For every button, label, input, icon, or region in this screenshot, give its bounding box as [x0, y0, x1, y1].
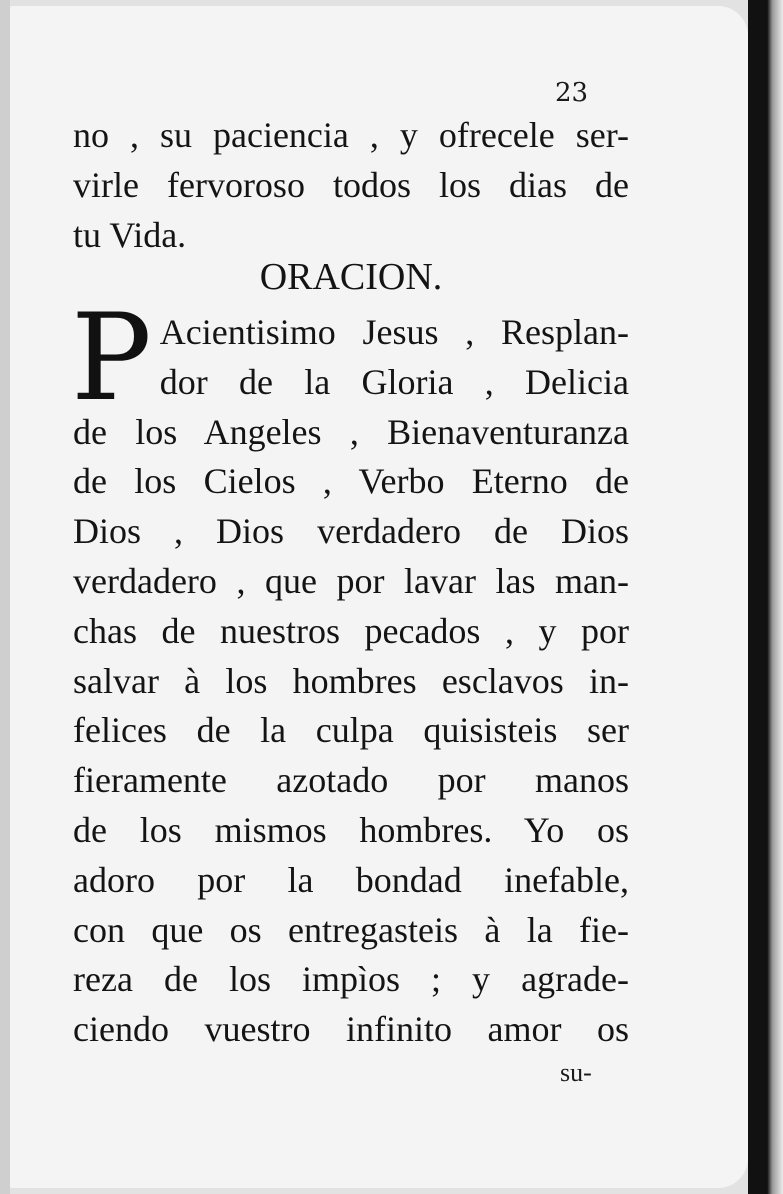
- section-heading: ORACION.: [259, 256, 443, 298]
- text-line: virle fervoroso todos los dias de: [73, 165, 629, 205]
- drop-capital: P: [71, 289, 152, 428]
- text-line: felices de la culpa quisisteis ser: [73, 710, 629, 751]
- text-line: adoro por la bondad inefable,: [73, 859, 629, 900]
- text-line: Dios , Dios verdadero de Dios: [73, 511, 629, 552]
- page-spine: [0, 0, 10, 1194]
- text-line: chas de nuestros pecados , y por: [73, 610, 629, 651]
- text-line: fieramente azotado por manos: [73, 760, 629, 801]
- text-line: de los mismos hombres. Yo os: [73, 809, 629, 850]
- text-line: de los Angeles , Bienaventuranza: [73, 411, 629, 452]
- text-line: de los Cielos , Verbo Eterno de: [73, 461, 629, 502]
- text-line: verdadero , que por lavar las man-: [73, 560, 629, 601]
- text-line: dor de la Gloria , Delicia: [159, 361, 629, 402]
- text-line: no , su paciencia , y ofrecele ser-: [73, 115, 629, 155]
- prayer-text: [71, 289, 629, 1055]
- text-line: ciendo vuestro infinito amor os: [73, 1009, 629, 1050]
- page-edge: [748, 0, 783, 1194]
- catchword: su-: [560, 1058, 592, 1087]
- text-line: tu Vida.: [73, 215, 187, 255]
- text-line: con que os entregasteis à la fie-: [73, 909, 629, 950]
- opening-text: [73, 110, 629, 260]
- text-line: Acientisimo Jesus , Resplan-: [159, 312, 629, 352]
- text-line: reza de los impìos ; y agrade-: [73, 959, 629, 1000]
- page-number: 23: [555, 78, 589, 108]
- text-line: salvar à los hombres esclavos in-: [73, 660, 629, 701]
